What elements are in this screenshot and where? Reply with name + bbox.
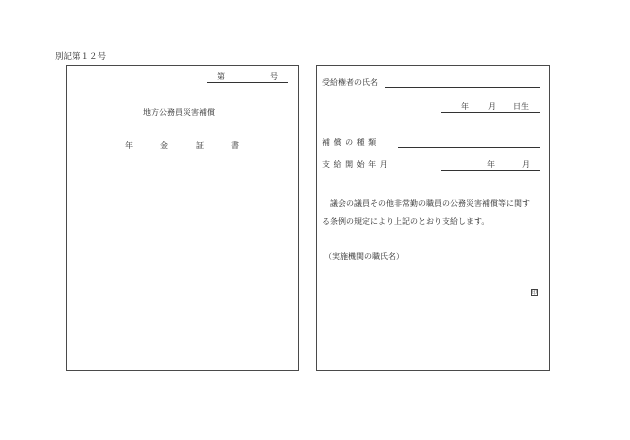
cert-title-char-4: 書 [231, 141, 239, 150]
official-title-label: （実施機関の職氏名） [324, 252, 404, 261]
statement-line-2: る条例の規定により上記のとおり支給します。 [322, 217, 490, 226]
recipient-name-label: 受給権者の氏名 [322, 78, 378, 87]
number-underline [207, 82, 288, 83]
seal-stamp: 印 [532, 290, 538, 296]
cert-title-char-2: 金 [160, 141, 168, 150]
recipient-name-line [385, 87, 540, 88]
compensation-type-label: 補 償 の 種 類 [322, 138, 377, 147]
cert-title-char-1: 年 [125, 141, 133, 150]
cert-title-char-3: 証 [196, 141, 204, 150]
compensation-type-line [398, 147, 540, 148]
form-label: 別記第１２号 [55, 52, 107, 62]
org-title: 地方公務員災害補償 [143, 108, 215, 117]
payment-month-label: 月 [522, 160, 530, 169]
birth-year-label: 年 [461, 102, 469, 111]
number-suffix: 号 [270, 72, 278, 81]
birth-date-line [441, 112, 540, 113]
birth-day-label: 日生 [513, 102, 529, 111]
statement-line-1: 議会の議員その他非常勤の職員の公務災害補償等に関す [330, 199, 530, 208]
payment-start-line [441, 170, 540, 171]
payment-start-label: 支 給 開 始 年 月 [322, 160, 389, 169]
birth-month-label: 月 [488, 102, 496, 111]
number-prefix: 第 [217, 72, 225, 81]
payment-year-label: 年 [487, 160, 495, 169]
